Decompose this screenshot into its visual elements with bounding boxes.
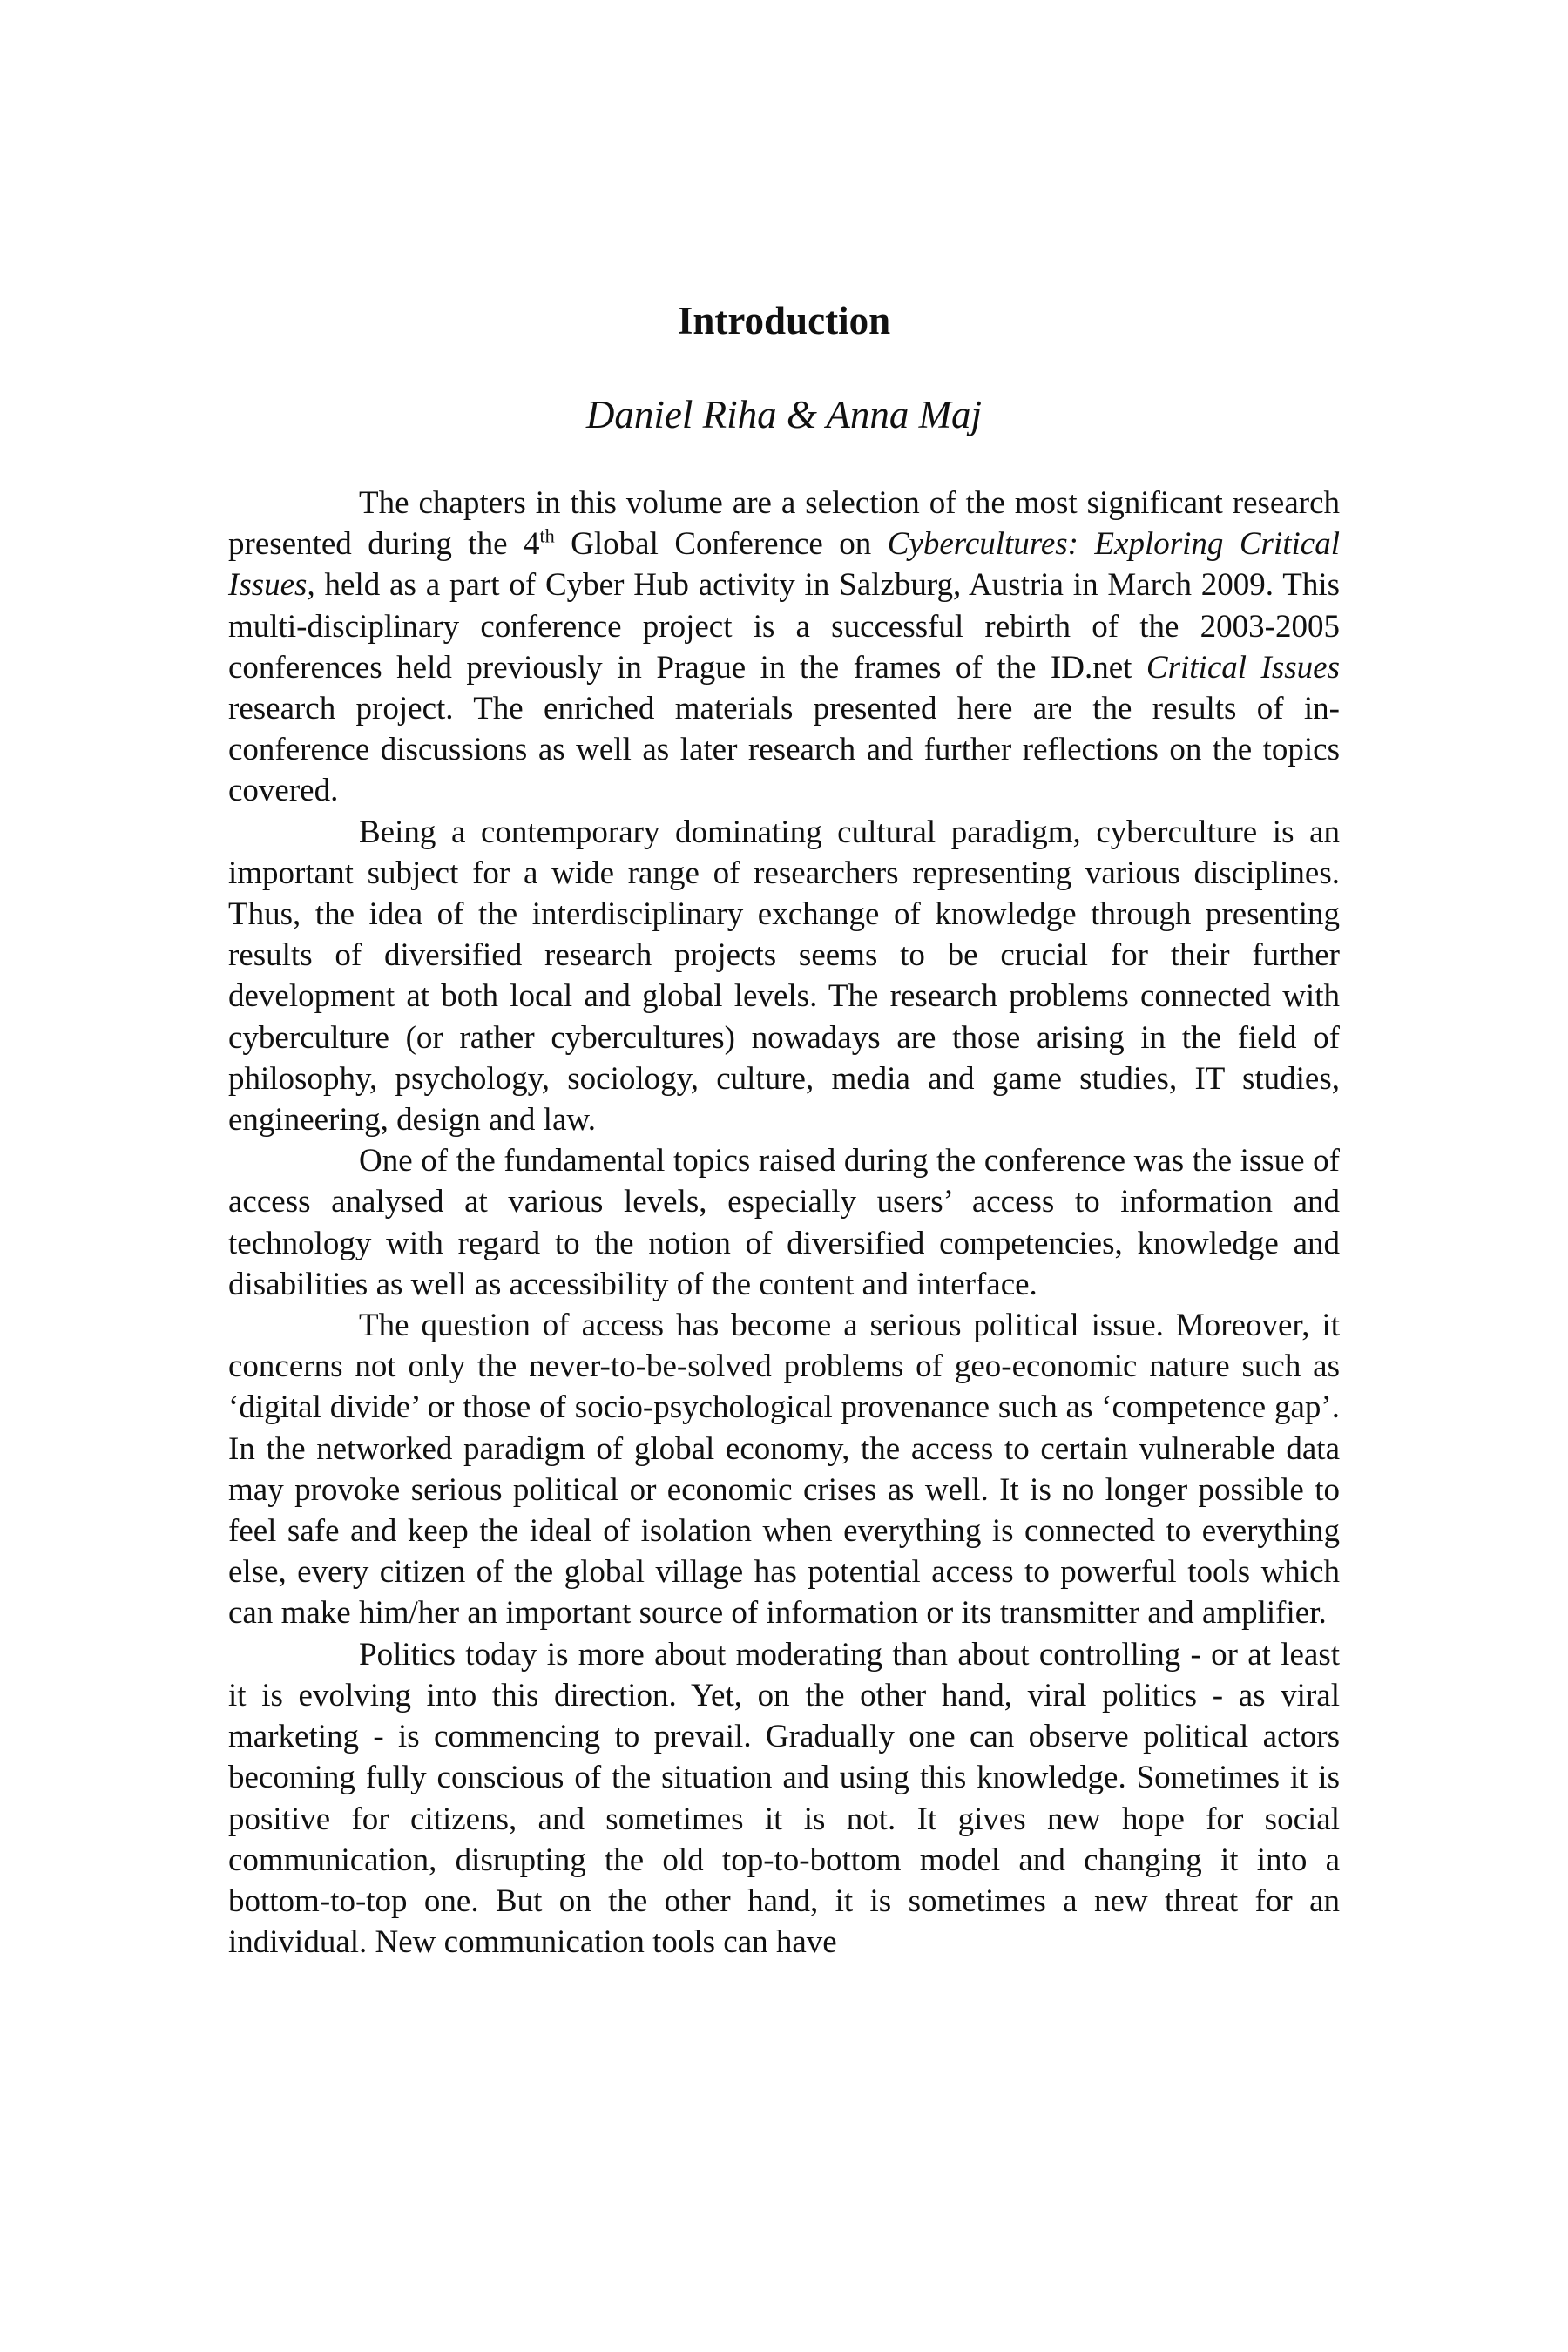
paragraph-3: One of the fundamental topics raised during the conference was the issue of access analysed at various levels, especially users’ access to information and technology with regard to the notion of diversified competencies, knowledge and disabilities as well as accessibility of the content and interface. xyxy=(228,1143,1340,1302)
paragraph-2: Being a contemporary dominating cultural paradigm, cyberculture is an important subject for a wide range of researchers representing various disciplines. Thus, the idea of the interdisciplinary exchange of knowledge through presenting results of diversified research projects seems to be crucial for their further development at both local and global levels. The research problems connected with cyberculture (or rather cybercultures) nowadays are those arising in the field of philosophy, psychology, sociology, culture, media and game studies, IT studies, engineering, design and law. xyxy=(228,814,1340,1139)
paragraph-4: The question of access has become a serious political issue. Moreover, it concerns not only the never-to-be-solved problems of geo-economic nature such as ‘digital divide’ or those of socio-psychological provenance such as ‘competence gap’. In the networked paradigm of global economy, the access to certain vulnerable data may provoke serious political or economic crises as well. It is no longer possible to feel safe and keep the ideal of isolation when everything is connected to everything else, every citizen of the global village has potential access to powerful tools which can make him/her an important source of information or its transmitter and amplifier. xyxy=(228,1308,1340,1632)
page-title: Introduction xyxy=(677,299,891,342)
paragraph-1 xyxy=(228,483,1340,812)
conference-title: Cybercultures: Exploring Critical Issues xyxy=(228,526,1340,604)
paragraph-5: Politics today is more about moderating than about controlling - or at least it is evolving into this direction. Yet, on the other hand, viral politics - as viral marketing - is commencing to prevail. Gradually one can observe political actors becoming fully conscious of the situation and using this knowledge. Sometimes it is positive for citizens, and sometimes it is not. It gives new hope for social communication, disrupting the old top-to-bottom model and changing it into a bottom-to-top one. But on the other hand, it is sometimes a new threat for an individual. New communication tools can have xyxy=(228,1636,1340,1961)
paragraph-1-part-c: , held as a part of Cyber Hub activity in Salzburg, Austria in March 2009. This multi-disciplinary conference project is a successful rebirth of the 2003-2005 conferences held previously in Prague in the frames of the ID.net xyxy=(228,567,1340,686)
body-text xyxy=(228,483,1340,1963)
paragraph-1-part-a: The chapters in this volume are a selection of the most significant research presented during the 4 xyxy=(228,485,1340,563)
ordinal-suffix: th xyxy=(539,524,555,547)
paragraph-1-part-d: research project. The enriched materials presented here are the results of in-conference discussions as well as later research and further reflections on the topics covered. xyxy=(228,691,1340,809)
project-title: Critical Issues xyxy=(1146,649,1340,686)
paragraph-1-part-b: Global Conference on xyxy=(554,526,888,563)
authors-line: Daniel Riha & Anna Maj xyxy=(585,393,983,436)
